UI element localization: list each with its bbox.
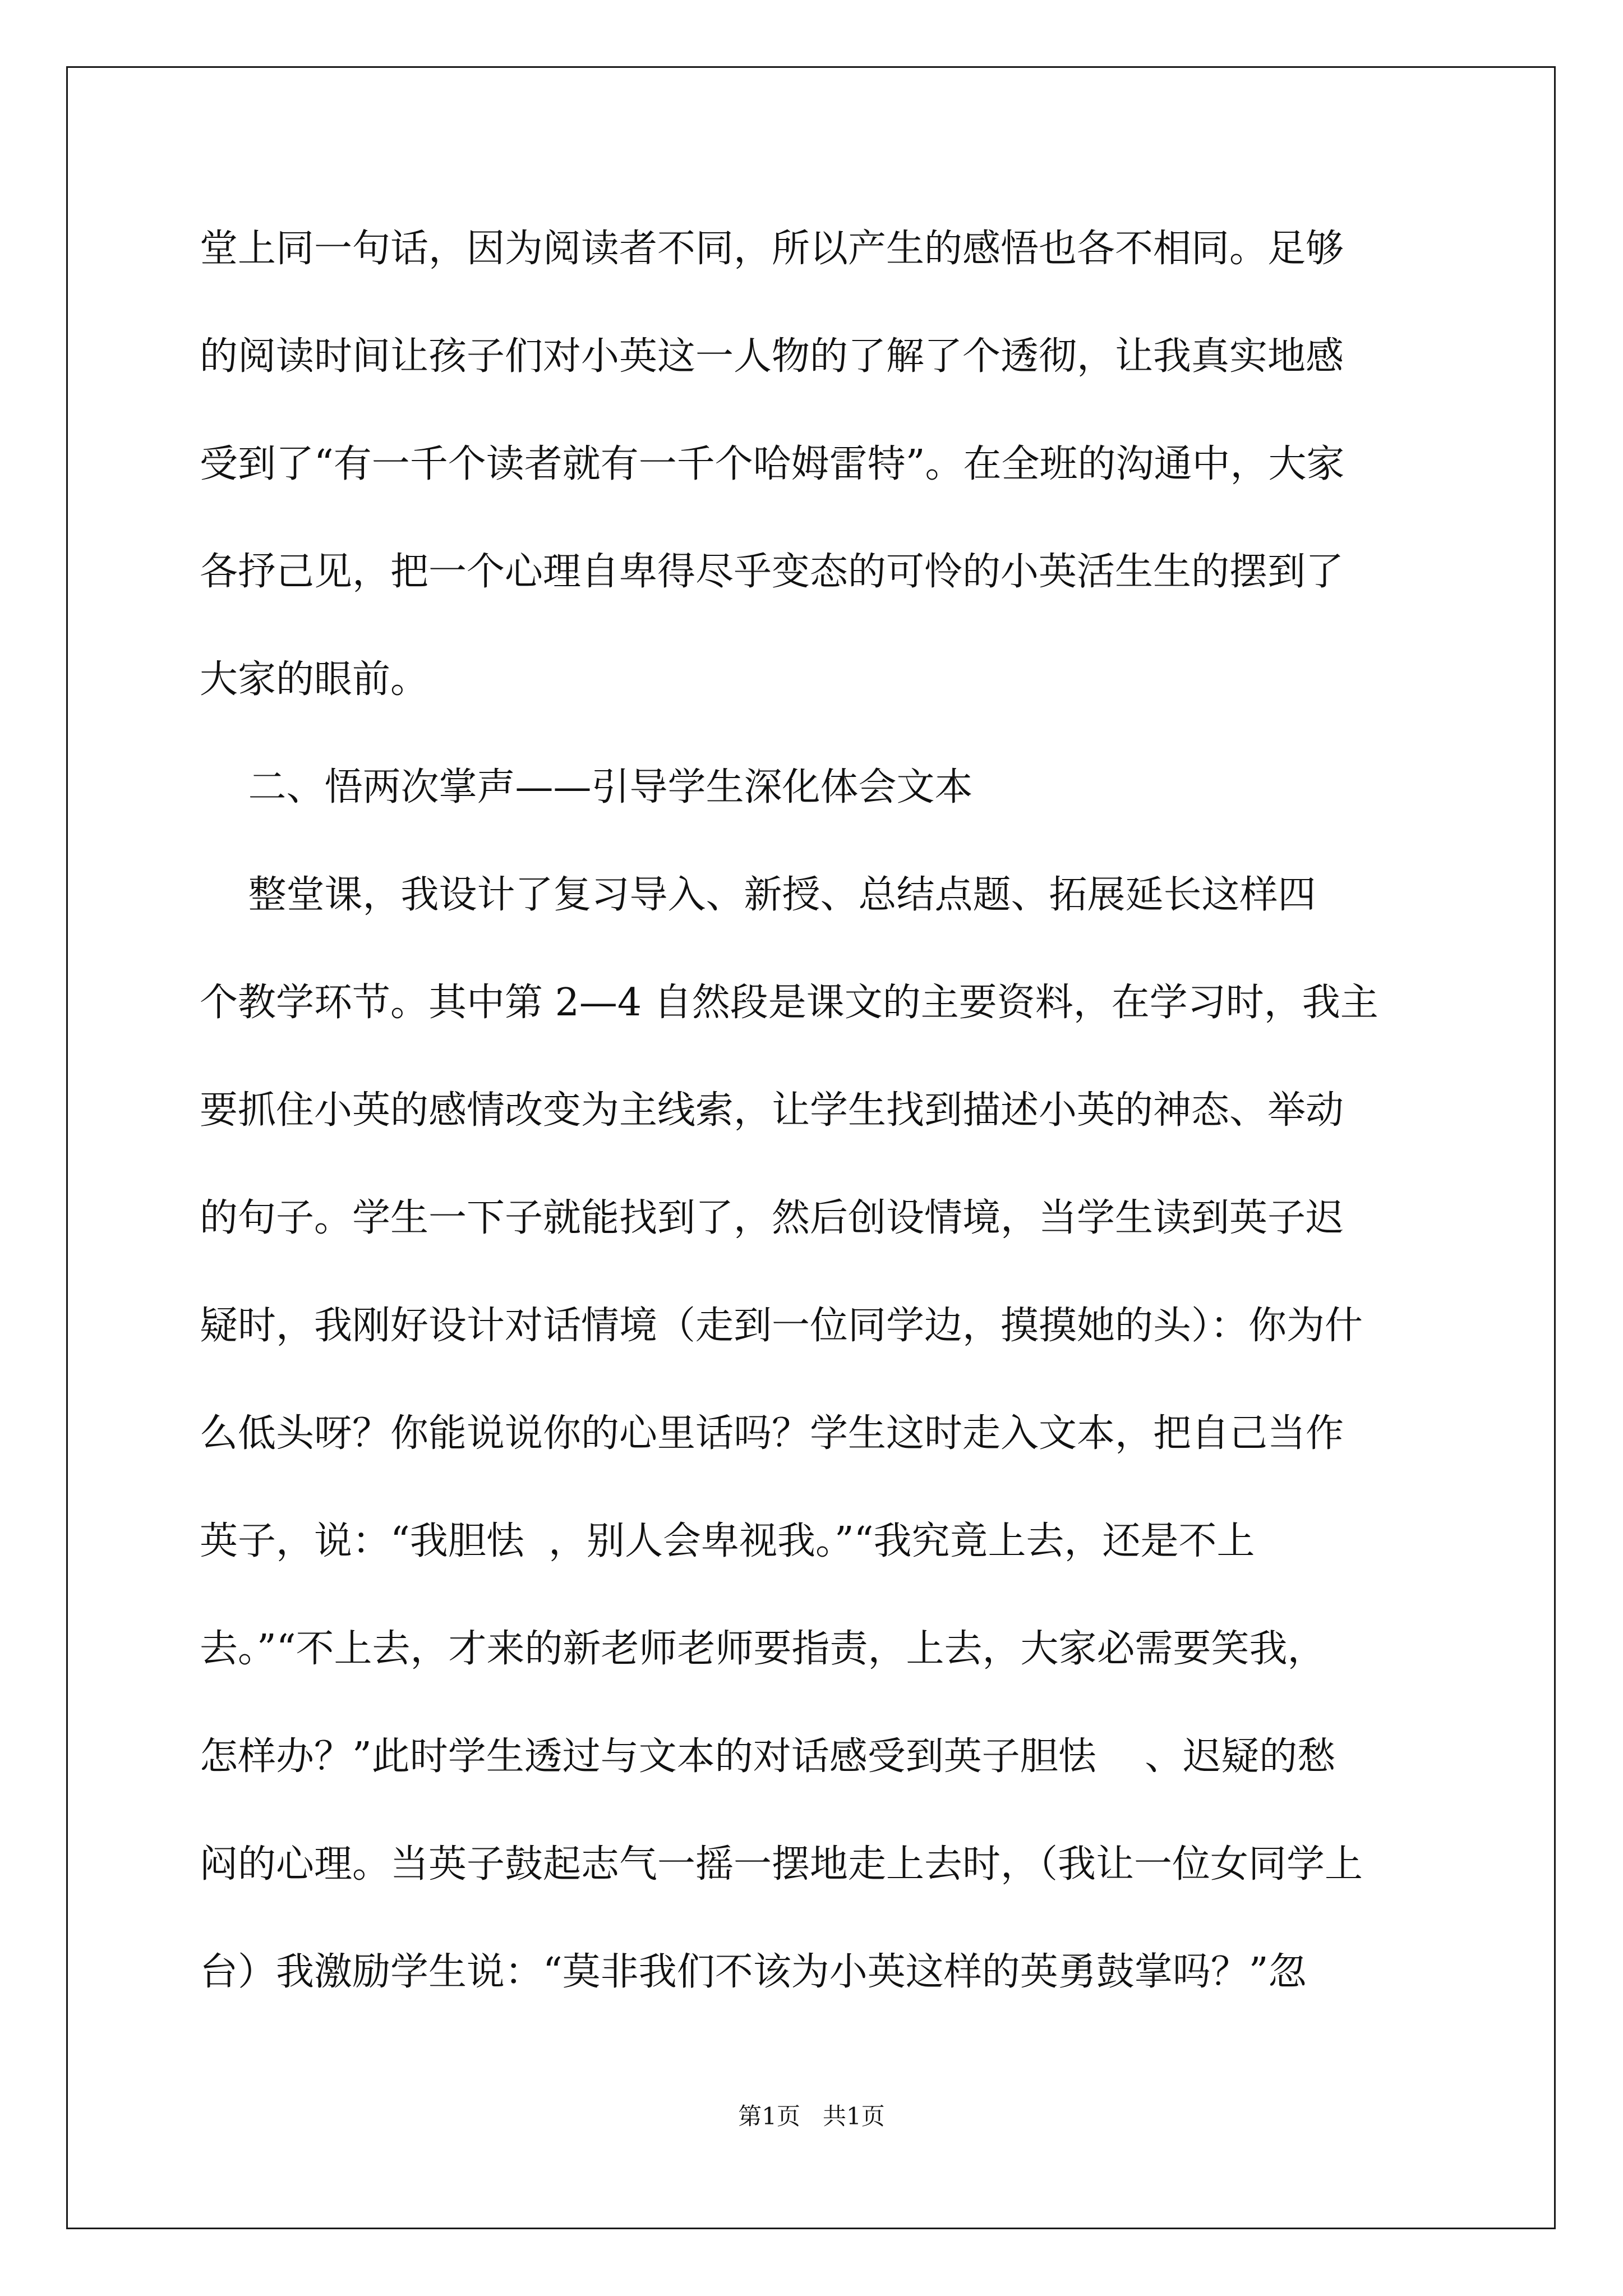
- section-heading: 二、悟两次掌声——引导学生深化体会文本: [200, 765, 973, 809]
- text-line: 各抒己见，把一个心理自卑得尽乎变态的可怜的小英活生生的摆到了: [200, 550, 1344, 594]
- text-line: 个教学环节。其中第 2—4 自然段是课文的主要资料，在学习时，我主: [200, 981, 1378, 1025]
- text-line: 的句子。学生一下子就能找到了，然后创设情境，当学生读到英子迟: [200, 1196, 1344, 1240]
- text-line: 么低头呀？你能说说你的心里话吗？学生这时走入文本，把自己当作: [200, 1411, 1344, 1456]
- text-line: 大家的眼前。: [200, 657, 429, 702]
- text-line: 的阅读时间让孩子们对小英这一人物的了解了个透彻，让我真实地感: [200, 334, 1344, 379]
- page-number-footer: 第1页 共1页: [738, 2102, 885, 2130]
- text-line: 要抓住小英的感情改变为主线索，让学生找到描述小英的神态、举动: [200, 1088, 1344, 1133]
- text-line: 受到了“有一千个读者就有一千个哈姆雷特”。在全班的沟通中，大家: [200, 442, 1345, 486]
- text-line: 闷的心理。当英子鼓起志气一摇一摆地走上去时，（我让一位女同学上: [200, 1842, 1363, 1887]
- text-line: 堂上同一句话，因为阅读者不同，所以产生的感悟也各不相同。足够: [200, 227, 1344, 271]
- text-line: 英子，说：“我胆怯 ，别人会卑视我。”“我究竟上去，还是不上: [200, 1519, 1255, 1563]
- text-line: 整堂课，我设计了复习导入、新授、总结点题、拓展延长这样四: [200, 873, 1316, 917]
- text-line: 去。”“不上去，才来的新老师老师要指责，上去，大家必需要笑我，: [200, 1627, 1326, 1671]
- text-line: 台）我激励学生说：“莫非我们不该为小英这样的英勇鼓掌吗？”忽: [200, 1950, 1307, 1994]
- text-line: 怎样办？”此时学生透过与文本的对话感受到英子胆怯 、迟疑的愁: [200, 1734, 1336, 1779]
- document-body: [200, 206, 1456, 2037]
- text-line: 疑时，我刚好设计对话情境（走到一位同学边，摸摸她的头）：你为什: [200, 1304, 1363, 1348]
